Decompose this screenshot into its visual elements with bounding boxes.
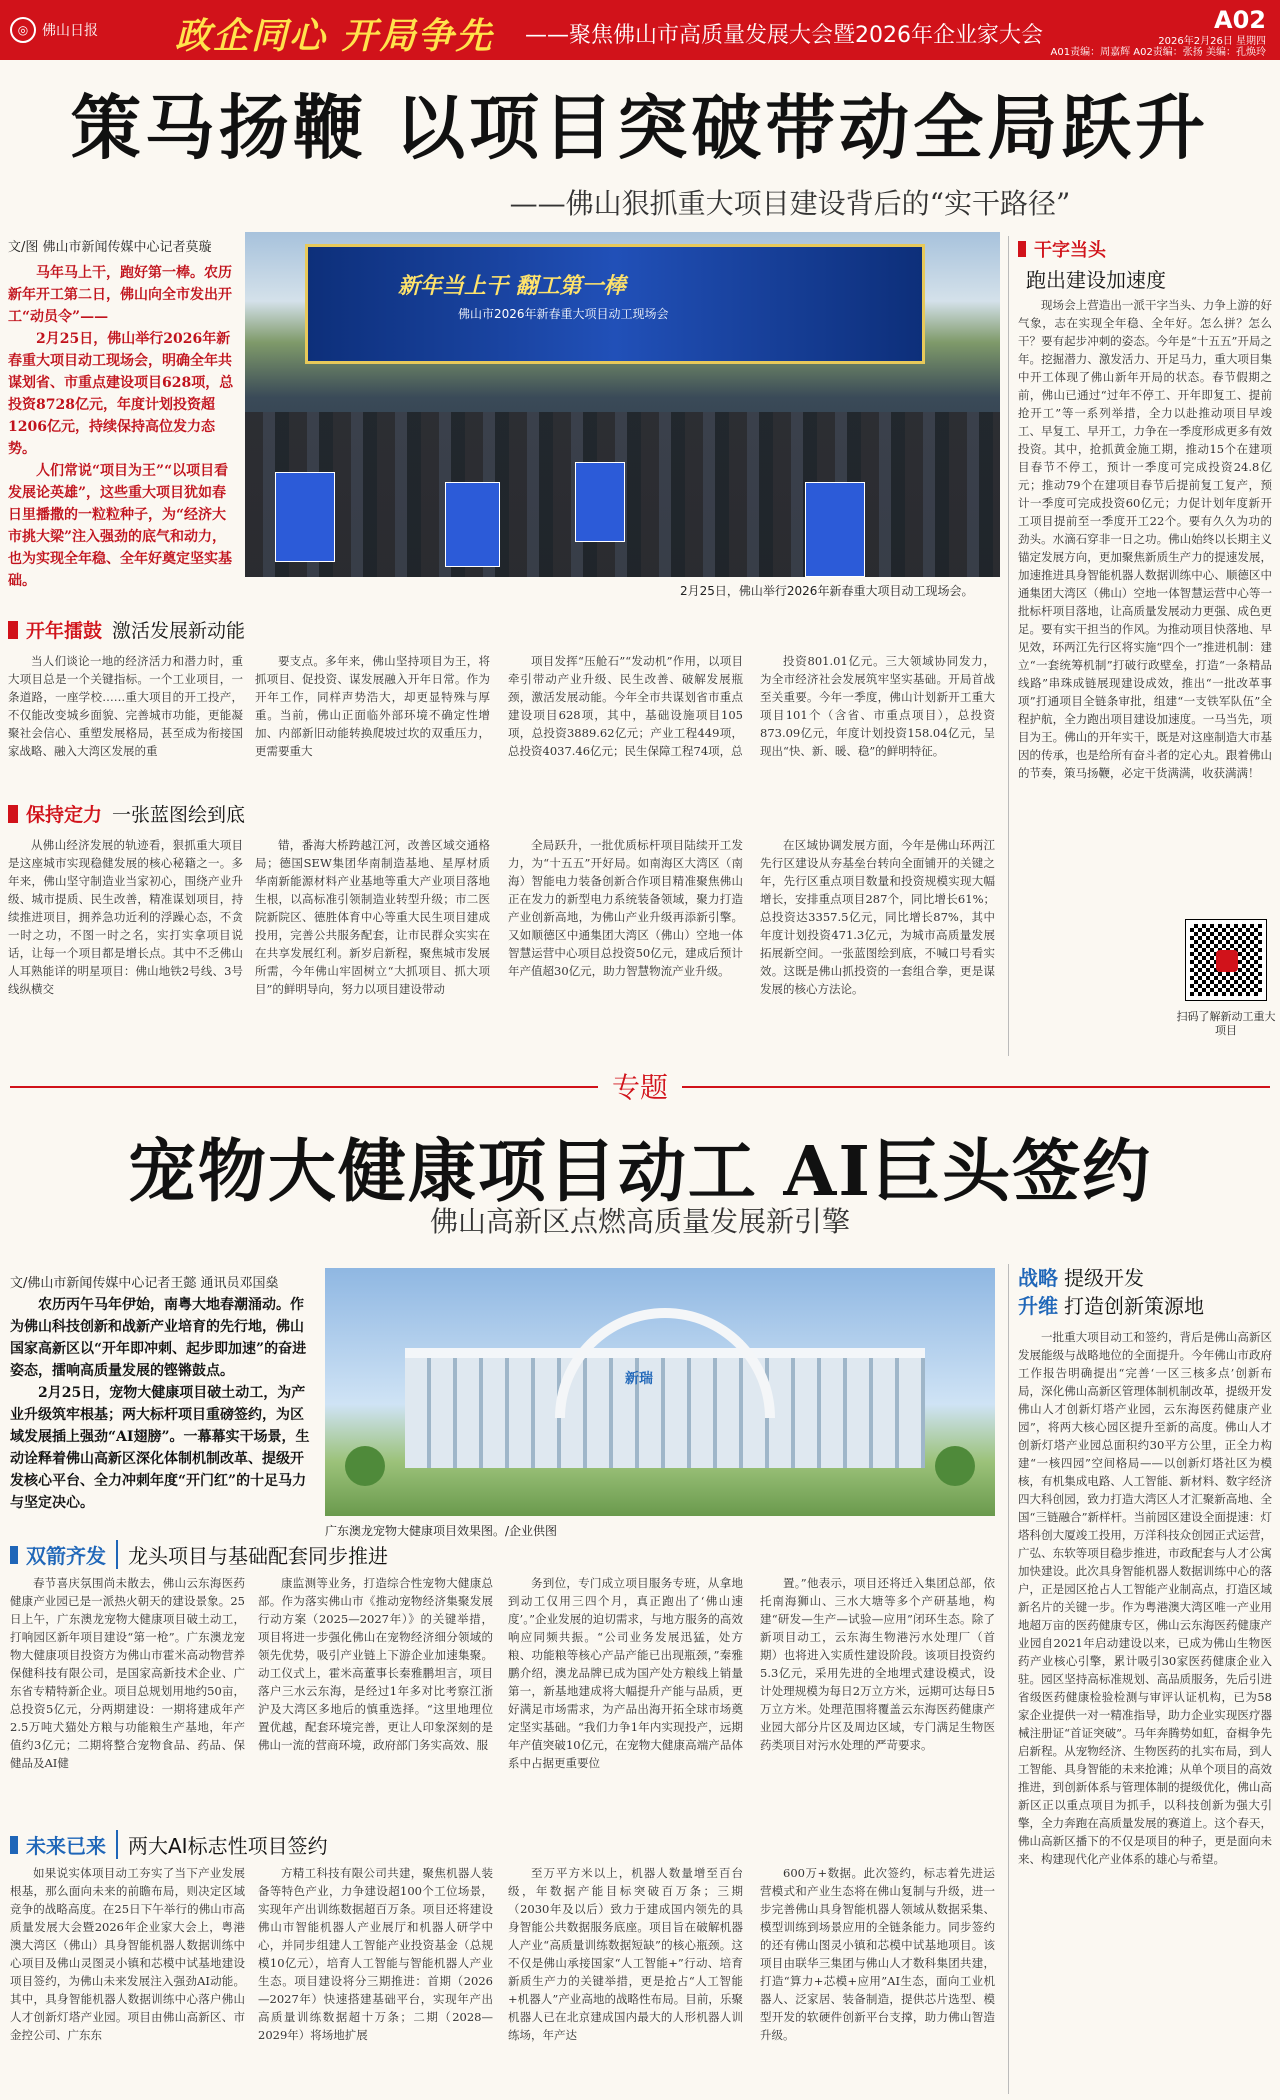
column-divider bbox=[1008, 236, 1009, 1056]
lead-paragraph: 农历丙午马年伊始，南粤大地春潮涌动。作为佛山科技创新和战新产业培育的先行地，佛山国家高新区以“开年即冲刺、起步即加速”的奋进姿态，擂响高质量发展的铿锵鼓点。 bbox=[10, 1297, 307, 1379]
column-text: 一批重大项目动工和签约，背后是佛山高新区发展能级与战略地位的全面提升。今年佛山市政府工作报告明确提出“完善‘一区三核多点’创新布局，深化佛山高新区管理体制机制改革，提级开发佛山人才创新灯塔产业园，云东海医药健康产业园”，将两大核心园区提升至新的高度。佛山人才创新灯塔产业园总面积约30平方公里，正全力构建“一核四园”空间格局——以创新灯塔社区为模核，有机集成电路、人工智能、新材料、数字经济四大科创园，致力打造大湾区人才汇聚新高地、全国“三链融合”新样杆。当前园区建设全面提速：灯塔科创大厦竣工投用，万洋科技众创园正式运营，广弘、东软等项目稳步推进，市政配套与人才公寓加快建设。此次具身智能机器人数据训练中心的落户，正是园区抢占人工智能产业制高点，打造区域新名片的关键一步。作为粤港澳大湾区唯一产业用地超万亩的医药健康专区，佛山云东海医药健康产业园自2021年启动建设以来，已成为佛山生物医药产业核心引擎，累计吸引30家医药健康企业入驻。园区坚持高标准规划、高品质服务，先后引进省级医药健康检验检测与审评认证机构，已为58家企业提供一对一精准指导，助力企业实现医疗器械注册证“首证突破”。马年奔腾势如虹，奋楫争先启新程。从宠物经济、生物医药的扎实布局，到人工智能、具身智能的未来抢滩；从单个项目的高效推进，到创新体系与管理体制的提级优化，佛山高新区正以重点项目为抓手，以科技创新为强大引擎，全力奔跑在高质量发展的赛道上。这个春天，佛山高新区播下的不仅是项目的种子，更是面向未来、构建现代化产业体系的雄心与希望。 bbox=[1018, 1330, 1272, 1866]
photo-caption: 2月25日，佛山举行2026年新春重大项目动工现场会。 bbox=[680, 584, 974, 598]
topic-label bbox=[0, 1066, 1280, 1106]
column-text: 在区域协调发展方面，今年是佛山环两江先行区建设从夯基垒台转向全面铺开的关键之年，先行区重点项目数量和投资规模实现大幅增长，安排重点项目287个，同比增长61%；总投资达3357.5亿元，同比增长87%，其中年度计划投资471.3亿元，为城市高质量发展拓展新空间。一张蓝图绘到底，不喊口号看实效。这既是佛山抓投资的一套组合拳，更是谋发展的核心方法论。 bbox=[760, 838, 995, 996]
lead-paragraph: 2月25日，佛山举行2026年新春重大项目动工现场会，明确全年共谋划省、市重点建设项目628项，总投资8728亿元，年度计划投资超1206亿元，持续保持高位发力态势。 bbox=[8, 331, 234, 457]
story1-right-text bbox=[1018, 296, 1272, 912]
issue-date bbox=[1016, 36, 1266, 58]
section-head-kaiNian bbox=[8, 616, 245, 643]
section-mark-icon bbox=[8, 621, 18, 639]
masthead-slogan: 政企同心 开局争先 bbox=[175, 15, 494, 57]
lead-paragraph: 人们常说“项目为王”“以项目看发展论英雄”，这些重大项目犹如春日里播撒的一粒粒种子，为“经济大市挑大梁”注入强劲的底气和动力，也为实现全年稳、全年好奠定坚实基础。 bbox=[8, 463, 232, 589]
story1-sec1-col4 bbox=[760, 652, 995, 784]
column-text: 春节喜庆氛围尚未散去，佛山云东海医药健康产业园已是一派热火朝天的建设景象。25日上午，广东澳龙宠物大健康项目破土动工，打响园区新年项目建设“第一枪”。广东澳龙宠物大健康项目投资方为佛山市霍米高动物营养保健科技有限公司，是国家高新技术企业、广东省专精特新企业。项目总规划用地约50亩，总投资5亿元，分两期建设：一期将建成年产2.5万吨犬猫处方粮与功能粮生产基地，年产值约3亿元；二期将整合宠物食品、药品、保健品及AI健 bbox=[10, 1576, 245, 1770]
groundbreaking-photo[interactable] bbox=[245, 232, 1000, 577]
section-title: 龙头项目与基础配套同步推进 bbox=[116, 1540, 388, 1569]
column-text: 务到位，专门成立项目服务专班，从拿地到动工仅用三四个月，真正跑出了‘佛山速度’。”企业发展的迫切需求，与地方服务的高效响应同频共振。“公司业务发展迅猛，处方粮、功能粮等核心产品产能已出现瓶颈，”秦雅鹏介绍，澳龙品牌已成为国产处方粮线上销量第一，新基地建成将大幅提升产能与品质，更好满足市场需求，为产品出海开拓全球市场奠定坚实基础。“我们力争1年内实现投产，远期年产值突破10亿元，在宠物大健康高端产品体系中占据更重要位 bbox=[508, 1576, 743, 1770]
story1-byline: 文/图 佛山市新闻传媒中心记者莫璇 bbox=[8, 240, 212, 255]
section-mark-icon bbox=[10, 1836, 18, 1854]
column-text: 方精工科技有限公司共建，聚焦机器人装备等特色产业，力争建设超100个工位场景，实现年产出训练数据超百万条。项目还将建设佛山市智能机器人产业展厅和机器人研学中心，并同步组建人工智能产业投资基金（总规模10亿元），培育人工智能与智能机器人产业生态。项目建设将分三期推进：首期（2026—2027年）快速搭建基础平台，实现年产出高质量训练数据超十万条；二期（2028—2029年）将场地扩展 bbox=[258, 1866, 493, 2042]
right-head-value: 打造创新策源地 bbox=[1064, 1294, 1204, 1318]
editors-text: A01责编：周嘉辉 A02责编：张扬 美编：孔焕玲 bbox=[1050, 47, 1266, 58]
worker-vest bbox=[575, 462, 625, 542]
lead-paragraph: 2月25日，宠物大健康项目破土动工，为产业升级筑牢根基；两大标杆项目重磅签约，为区域发展插上强劲“AI翅膀”。一幕幕实干场景，生动诠释着佛山高新区深化体制机制改革、提级开发核心平台、全力冲刺年度“开门红”的十足马力与坚定决心。 bbox=[10, 1385, 310, 1511]
story2-sec2-col2 bbox=[258, 1864, 493, 2094]
story1-lead bbox=[8, 262, 236, 592]
logo-seal-icon: ◎ bbox=[10, 17, 36, 43]
story2-right-head bbox=[1018, 1264, 1204, 1320]
story2-sec1-col3 bbox=[508, 1574, 743, 1824]
right-head-key: 战略 bbox=[1018, 1266, 1058, 1290]
right-section-tag: 干字当头 bbox=[1034, 240, 1106, 261]
newspaper-logo[interactable] bbox=[10, 14, 160, 46]
lead-paragraph: 马年马上干，跑好第一棒。农历新年开工第二日，佛山向全市发出开工“动员令”—— bbox=[8, 265, 232, 325]
right-head-key: 升维 bbox=[1018, 1294, 1058, 1318]
masthead-subtitle: ——聚焦佛山市高质量发展大会暨2026年企业家大会 bbox=[525, 23, 1043, 48]
section-tag: 双箭齐发 bbox=[26, 1544, 106, 1568]
building-logo: 新瑞 bbox=[625, 1371, 653, 1387]
story2-lead bbox=[10, 1294, 310, 1514]
section-mark-icon bbox=[8, 805, 18, 823]
section-mark-icon bbox=[10, 1546, 18, 1564]
section-head-weilai bbox=[10, 1830, 328, 1859]
date-text: 2026年2月26日 星期四 bbox=[1158, 36, 1266, 47]
story1-sec2-col3 bbox=[508, 836, 743, 1056]
story1-headline: 策马扬鞭 以项目突破带动全局跃升 bbox=[70, 86, 1210, 169]
qr-center-logo-icon bbox=[1216, 950, 1238, 972]
worker-vest bbox=[275, 472, 335, 562]
column-text: 投资801.01亿元。三大领域协同发力，为全市经济社会发展筑牢坚实基础。开局首战至关重要。今年一季度，佛山计划新开工重大项目101个（含省、市重点项目），总投资873.09亿元，年度计划投资158.04亿元，呈现出“快、新、暖、稳”的鲜明特征。 bbox=[760, 654, 995, 758]
column-text: 项目发挥“压舱石”“发动机”作用，以项目牵引带动产业升级、民生改善、破解发展瓶颈，激活发展动能。今年全市共谋划省市重点建设项目628项，其中，基础设施项目105项，总投资3889.62亿元；产业工程449项，总投资4037.46亿元；民生保障工程74项，总 bbox=[508, 654, 743, 758]
story2-sec2-col3 bbox=[508, 1864, 743, 2094]
story1-sec1-col2 bbox=[255, 652, 490, 784]
column-text: 600万+数据。此次签约，标志着先进运营模式和产业生态将在佛山复制与升级，进一步完善佛山具身智能机器人领域从数据采集、模型训练到场景应用的全链条能力。同步签约的还有佛山图灵小镇和芯模中试基地项目。该项目由联华三集团与佛山人才数科集团共建，打造“算力+芯模+应用”AI生态，面向工业机器人、泛家居、装备制造，提供芯片选型、模型开发的软硬件创新平台支撑，助力佛山智造升级。 bbox=[760, 1866, 995, 2042]
story2-sec2-col4 bbox=[760, 1864, 995, 2094]
logo-text: 佛山日报 bbox=[42, 23, 98, 39]
section-title: 两大AI标志性项目签约 bbox=[116, 1830, 328, 1859]
story2-sec1-col4 bbox=[760, 1574, 995, 1824]
section-tag: 开年擂鼓 bbox=[26, 620, 103, 642]
story1-sec2-col1 bbox=[8, 836, 243, 1056]
qr-caption: 扫码了解新动工重大项目 bbox=[1176, 1010, 1276, 1037]
story2-sec1-col2 bbox=[258, 1574, 493, 1824]
section-tag: 保持定力 bbox=[26, 804, 103, 826]
right-section-head bbox=[1018, 236, 1166, 293]
column-text: 置。”他表示，项目还将迁入集团总部，依托南海狮山、三水大塘等多个产研基地，构建“研发—生产—试验—应用”闭环生态。除了新项目动工，云东海生物港污水处理厂（首期）也将进入实质性建设阶段。该项目投资约5.3亿元，采用先进的全地埋式建设模式，设计处理规模为每日2万立方米，远期可达每日5万立方米。处理范围将覆盖云东海医药健康产业园大部分片区及周边区域，专门满足生物医药类项目对污水处理的严苛要求。 bbox=[760, 1576, 995, 1752]
right-section-title: 跑出建设加速度 bbox=[1026, 268, 1166, 292]
worker-vest bbox=[445, 482, 500, 567]
topic-label-text: 专题 bbox=[598, 1071, 682, 1104]
section-title: 一张蓝图绘到底 bbox=[112, 804, 246, 826]
column-text: 全局跃升，一批优质标杆项目陆续开工发力，为“十五五”开好局。如南海区大湾区（南海）智能电力装备创新合作项目精准聚焦佛山正在发力的新型电力系统装备领域，聚力打造产业创新高地，为佛山产业升级再添新引擎。又如顺德区中通集团大湾区（佛山）空地一体智慧运营中心项目总投资50亿元，建成后预计年产值超30亿元，助力智慧物流产业升级。 bbox=[508, 838, 743, 978]
stage-backdrop bbox=[305, 244, 925, 364]
column-text: 要支点。多年来，佛山坚持项目为王，将抓项目、促投资、谋发展融入开年日常。作为开年工作，同样声势浩大，却更显特殊与厚重。当前，佛山正面临外部环境不确定性增加、内部新旧动能转换爬坡过坎的双重压力，更需要重大 bbox=[255, 654, 490, 758]
right-head-value: 提级开发 bbox=[1064, 1266, 1144, 1290]
section-title: 激活发展新动能 bbox=[112, 620, 246, 642]
section-mark-icon bbox=[1018, 241, 1026, 257]
page-number: A02 bbox=[1214, 6, 1266, 34]
tree-icon bbox=[935, 1446, 975, 1486]
section-head-dingli bbox=[8, 800, 245, 827]
story2-subhead: 佛山高新区点燃高质量发展新引擎 bbox=[429, 1205, 850, 1238]
column-text: 至万平方米以上，机器人数量增至百台级，年数据产能目标突破百万条；三期（2030年及以后）致力于建成国内领先的具身智能公共数据服务底座。项目旨在破解机器人产业“高质量训练数据短缺”的核心瓶颈。这不仅是佛山承接国家“人工智能+”行动、培育新质生产力的关键举措，更是抢占“人工智能+机器人”产业高地的战略性布局。目前，乐聚机器人已在北京建成国内最大的人形机器人训练场，年产达 bbox=[508, 1866, 743, 2042]
section-tag: 未来已来 bbox=[26, 1834, 106, 1858]
qr-code-icon[interactable] bbox=[1186, 920, 1266, 1000]
story2-byline: 文/佛山市新闻传媒中心记者王懿 通讯员邓国燊 bbox=[10, 1276, 279, 1291]
stage-banner-text: 新年当上干 翻工第一棒 bbox=[398, 273, 626, 299]
stage-subtitle: 佛山市2026年新春重大项目动工现场会 bbox=[458, 307, 669, 321]
story2-sec2-col1 bbox=[10, 1864, 245, 2094]
story2-headline: 宠物大健康项目动工 AI巨头签约 bbox=[127, 1132, 1153, 1212]
story1-sec1-col1 bbox=[8, 652, 243, 784]
tree-icon bbox=[345, 1446, 385, 1486]
story1-sec2-col2 bbox=[255, 836, 490, 1056]
photo2-caption: 广东澳龙宠物大健康项目效果图。/企业供图 bbox=[325, 1524, 558, 1538]
column-divider bbox=[1008, 1264, 1009, 2094]
column-text: 错，番海大桥跨越江河，改善区域交通格局；德国SEW集团华南制造基地、星厚材质华南新能源材料产业基地等重大产业项目落地生根，以高标准引领制造业转型升级；市二医院新院区、德胜体育中心等重大民生项目建成投用，完善公共服务配套，让市民群众实实在在共享发展红利。新岁启新程，聚焦城市发展所需，今年佛山牢固树立“大抓项目、抓大项目”的鲜明导向，努力以项目建设带动 bbox=[255, 838, 490, 996]
story2-sec1-col1 bbox=[10, 1574, 245, 1824]
column-text: 现场会上营造出一派干字当头、力争上游的好气象，志在实现全年稳、全年好。怎么拼？怎么干？要有起步冲刺的姿态。今年是“十五五”开局之年。挖掘潜力、激发活力、开足马力，重大项目集中开工体现了佛山新年开局的状态。春节假期之前，佛山已通过“过年不停工、开年即复工、提前抢开工”等一系列举措，全力以赴推动项目早竣工、早复工、早开工，力争在一季度形成更多有效投资。其中，抢抓黄金施工期，推动15个在建项目春节不停工，预计一季度可完成投资24.8亿元；推动79个在建项目春节后提前复工复产，预计一季度可完成投资60亿元；力促计划年度新开工项目提前至一季度开工22个。要有久久为功的劲头。水滴石穿非一日之功。佛山始终以长期主义锚定发展方向，更加聚焦新质生产力的提速发展，加速推进具身智能机器人数据训练中心、顺德区中通集团大湾区（佛山）空地一体智慧运营中心等一批标杆项目落地，让高质量发展动力更强、成色更足。要有实干担当的作风。为推动项目快落地、早见效，环两江先行区将实施“四个一”推进机制：建立“一套统筹机制”打破行政壁垒，打造“一条精品线路”串珠成链展现建设成效，推出“一批改革事项”打通项目全链条审批，组建“一支铁军队伍”全程护航，全力跑出项目建设加速度。一马当先，项目为王。佛山的开年实干，既是对这座制造大市基因的传承，也是给所有奋斗者的定心丸。跟着佛山的节奏，策马扬鞭，必定干货满满，收获满满！ bbox=[1018, 298, 1272, 780]
building-arch bbox=[555, 1308, 775, 1418]
worker-vest bbox=[805, 482, 865, 577]
column-text: 康监测等业务，打造综合性宠物大健康总部。作为落实佛山市《推动宠物经济集聚发展行动方案（2025—2027年）》的关键举措，项目将进一步强化佛山在宠物经济细分领域的领先优势，吸引产业链上下游企业加速集聚。动工仪式上，霍米高董事长秦雅鹏坦言，项目落户三水云东海，是经过1年多对比考察江浙沪及大湾区多地后的慎重选择。“这里地理位置优越，配套环境完善，更让人印象深刻的是佛山一流的营商环境，政府部门务实高效、服 bbox=[258, 1576, 493, 1752]
masthead bbox=[0, 0, 1280, 60]
column-text: 从佛山经济发展的轨迹看，狠抓重大项目是这座城市实现稳健发展的核心秘籍之一。多年来，佛山坚守制造业当家初心，围绕产业升级、城市提质、民生改善，精准谋划项目，持续推进项目，拥养急功近利的浮躁心态，不贪一时之功，不图一时之名，实打实拿项目说话，让每一个项目都是增长点。其中不乏佛山人耳熟能详的明星项目：佛山地铁2号线、3号线纵横交 bbox=[8, 838, 243, 996]
story1-subhead: ——佛山狠抓重大项目建设背后的“实干路径” bbox=[509, 187, 1071, 220]
story1-sec1-col3 bbox=[508, 652, 743, 784]
story2-right-text bbox=[1018, 1328, 1272, 2094]
story1-sec2-col4 bbox=[760, 836, 995, 1056]
section-head-shuangjian bbox=[10, 1540, 388, 1569]
pet-health-project-rendering[interactable] bbox=[325, 1268, 995, 1516]
column-text: 当人们谈论一地的经济活力和潜力时，重大项目总是一个关键指标。一个工业项目，一条道路，一座学校……重大项目的开工投产，不仅能改变城乡面貌、完善城市功能，更能凝聚社会信心、重塑发展格局，甚至成为衔接国家战略、融入大湾区发展的重 bbox=[8, 654, 243, 758]
column-text: 如果说实体项目动工夯实了当下产业发展根基，那么面向未来的前瞻布局，则决定区域竞争的战略高度。在25日下午举行的佛山市高质量发展大会暨2026年企业家大会上，粤港澳大湾区（佛山）具身智能机器人数据训练中心项目及佛山灵图灵小镇和芯模中试基地建设项目签约，为佛山未来发展注入强劲AI动能。其中，具身智能机器人数据训练中心落户佛山人才创新灯塔产业园。项目由佛山高新区、市金控公司、广东东 bbox=[10, 1866, 245, 2042]
